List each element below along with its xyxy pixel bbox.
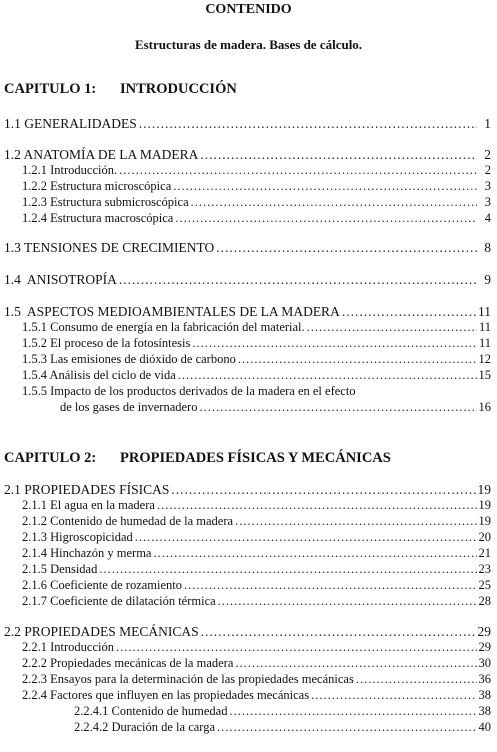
toc-entry[interactable] bbox=[22, 530, 491, 545]
dot-leader bbox=[201, 624, 476, 640]
dot-leader bbox=[235, 514, 476, 529]
toc-entry-page: 25 bbox=[478, 578, 491, 592]
toc-entry[interactable] bbox=[22, 498, 491, 513]
toc-entry-page: 20 bbox=[478, 530, 491, 544]
toc-entry-text: 1.2.1 Introducción. bbox=[22, 163, 118, 177]
toc-entry-text: 2.1 PROPIEDADES FÍSICAS bbox=[4, 482, 170, 497]
toc-entry[interactable] bbox=[22, 163, 491, 178]
toc-entry-text: 2.1.1 El agua en la madera bbox=[22, 498, 155, 512]
chapter-2-title: PROPIEDADES FÍSICAS Y MECÁNICAS bbox=[120, 450, 391, 466]
toc-entry-text: 2.1.3 Higroscopicidad bbox=[22, 530, 133, 544]
toc-entry[interactable] bbox=[4, 624, 491, 640]
dot-leader bbox=[217, 720, 476, 735]
toc-entry-page: 23 bbox=[478, 562, 491, 576]
toc-entry-page: 28 bbox=[478, 594, 491, 608]
dot-leader bbox=[173, 179, 477, 194]
dot-leader bbox=[116, 640, 477, 655]
dot-leader bbox=[157, 498, 477, 513]
dot-leader bbox=[171, 482, 475, 498]
toc-entry-page: 19 bbox=[478, 498, 491, 512]
dot-leader bbox=[192, 336, 477, 351]
toc-entry-text: 2.1.4 Hinchazón y merma bbox=[22, 546, 152, 560]
toc-entry-page: 1 bbox=[484, 116, 491, 131]
toc-entry[interactable] bbox=[22, 672, 491, 687]
toc-entry-text: 1.5.2 El proceso de la fotosíntesis bbox=[22, 336, 191, 350]
toc-entry-text: 2.2.1 Introducción bbox=[22, 640, 114, 654]
toc-entry-text: 1.5.3 Las emisiones de dióxido de carbono bbox=[22, 352, 236, 366]
toc-entry-text: 1.5 ASPECTOS MEDIOAMBIENTALES DE LA MADERA bbox=[4, 304, 340, 319]
dot-leader bbox=[191, 195, 477, 210]
toc-entry[interactable] bbox=[22, 195, 491, 210]
toc-entry-text: 1.5.4 Análisis del ciclo de vida bbox=[22, 368, 176, 382]
toc-entry[interactable] bbox=[22, 656, 491, 671]
toc-entry[interactable] bbox=[22, 562, 491, 577]
toc-entry-text: 2.1.5 Densidad bbox=[22, 562, 98, 576]
toc-entry-text: 2.2.4 Factores que influyen en las propiedades mecánicas bbox=[22, 688, 310, 702]
toc-entry-text: 2.2.2 Propiedades mecánicas de la madera bbox=[22, 656, 234, 670]
toc-entry-text: 2.2.3 Ensayos para la determinación de las propiedades mecánicas bbox=[22, 672, 354, 686]
toc-entry-text: 1.3 TENSIONES DE CRECIMIENTO bbox=[4, 240, 215, 255]
toc-entry[interactable] bbox=[22, 211, 491, 226]
toc-entry-text: 2.1.6 Coeficiente de rozamiento bbox=[22, 578, 183, 592]
dot-leader bbox=[153, 546, 476, 561]
book-subtitle: Estructuras de madera. Bases de cálculo. bbox=[134, 37, 363, 52]
toc-entry[interactable] bbox=[22, 179, 491, 194]
toc-entry-text: 1.5.5 Impacto de los productos derivados de la madera en el efecto bbox=[22, 384, 356, 398]
toc-entry-text: 1.2.2 Estructura microscópica bbox=[22, 179, 172, 193]
toc-entry-page: 4 bbox=[484, 211, 491, 225]
dot-leader bbox=[178, 368, 477, 383]
chapter-1-label: CAPITULO 1: bbox=[4, 81, 97, 97]
dot-leader bbox=[119, 272, 477, 288]
chapter-1-title: INTRODUCCIÓN bbox=[120, 81, 237, 97]
toc-entry[interactable] bbox=[22, 640, 491, 655]
toc-entry-page: 19 bbox=[477, 482, 491, 497]
toc-entry-page: 3 bbox=[484, 179, 491, 193]
toc-entry-page: 38 bbox=[478, 704, 491, 718]
toc-entry-page: 29 bbox=[477, 624, 491, 639]
toc-entry[interactable] bbox=[4, 116, 491, 132]
toc-entry-text: 2.1.2 Contenido de humedad de la madera bbox=[22, 514, 234, 528]
toc-entry-page: 30 bbox=[478, 656, 491, 670]
toc-entry-text: 1.5.1 Consumo de energía en la fabricación del material. bbox=[22, 320, 305, 334]
toc-entry[interactable] bbox=[22, 368, 491, 383]
toc-entry[interactable] bbox=[74, 704, 491, 719]
toc-entry-page: 11 bbox=[478, 304, 491, 319]
toc-entry-page: 19 bbox=[478, 514, 491, 528]
dot-leader bbox=[238, 352, 477, 367]
toc-entry-page: 2 bbox=[484, 163, 491, 177]
toc-entry-page: 3 bbox=[484, 195, 491, 209]
toc-entry-page: 38 bbox=[478, 688, 491, 702]
dot-leader bbox=[200, 147, 477, 163]
toc-entry[interactable] bbox=[4, 240, 491, 256]
toc-entry-page: 29 bbox=[478, 640, 491, 654]
toc-entry-page: 21 bbox=[478, 546, 491, 560]
toc-entry[interactable] bbox=[22, 514, 491, 529]
dot-leader bbox=[342, 304, 476, 320]
toc-entry[interactable] bbox=[4, 304, 491, 320]
toc-entry[interactable] bbox=[22, 352, 491, 367]
dot-leader bbox=[119, 163, 477, 178]
toc-entry[interactable] bbox=[4, 147, 491, 163]
toc-entry[interactable] bbox=[22, 594, 491, 609]
toc-entry[interactable] bbox=[22, 578, 491, 593]
toc-entry-page: 2 bbox=[484, 147, 491, 162]
toc-entry-page: 9 bbox=[484, 272, 491, 287]
toc-entry-text: 2.2 PROPIEDADES MECÁNICAS bbox=[4, 624, 199, 639]
dot-leader bbox=[235, 656, 476, 671]
dot-leader bbox=[139, 116, 477, 132]
toc-entry[interactable] bbox=[4, 272, 491, 288]
toc-entry-page: 8 bbox=[484, 240, 491, 255]
dot-leader bbox=[356, 672, 477, 687]
toc-entry-page: 15 bbox=[478, 368, 491, 382]
toc-entry-text: 2.1.7 Coeficiente de dilatación térmica bbox=[22, 594, 216, 608]
toc-entry-text: 2.2.4.2 Duración de la carga bbox=[74, 720, 216, 734]
toc-entry-text: 2.2.4.1 Contenido de humedad bbox=[74, 704, 228, 718]
toc-entry-text: 1.2 ANATOMÍA DE LA MADERA bbox=[4, 147, 199, 162]
toc-entry-text: 1.2.3 Estructura submicroscópica bbox=[22, 195, 189, 209]
dot-leader bbox=[216, 240, 477, 256]
dot-leader bbox=[99, 562, 476, 577]
dot-leader bbox=[199, 400, 476, 415]
toc-entry[interactable] bbox=[4, 482, 491, 498]
chapter-2-label: CAPITULO 2: bbox=[4, 450, 97, 466]
toc-entry-text: 1.1 GENERALIDADES bbox=[4, 116, 137, 131]
dot-leader bbox=[184, 578, 476, 593]
toc-entry[interactable] bbox=[22, 688, 491, 703]
page-title: CONTENIDO bbox=[205, 2, 292, 17]
toc-entry[interactable] bbox=[60, 400, 491, 415]
toc-entry[interactable] bbox=[22, 320, 491, 335]
dot-leader bbox=[307, 320, 477, 335]
toc-entry-page: 12 bbox=[478, 352, 491, 366]
dot-leader bbox=[229, 704, 476, 719]
dot-leader bbox=[175, 211, 477, 226]
dot-leader bbox=[135, 530, 477, 545]
toc-entry-page: 40 bbox=[478, 720, 491, 734]
toc-entry[interactable] bbox=[22, 546, 491, 561]
toc-entry[interactable] bbox=[22, 336, 491, 351]
toc-entry-page: 11 bbox=[478, 320, 491, 334]
dot-leader bbox=[218, 594, 477, 609]
toc-entry[interactable] bbox=[74, 720, 491, 735]
toc-entry-page: 16 bbox=[478, 400, 491, 414]
toc-entry-text: 1.4 ANISOTROPÍA bbox=[4, 272, 117, 287]
dot-leader bbox=[311, 688, 476, 703]
toc-entry-text: de los gases de invernadero bbox=[60, 400, 198, 414]
toc-entry-text: 1.2.4 Estructura macroscópica bbox=[22, 211, 174, 225]
toc-entry-page: 11 bbox=[478, 336, 491, 350]
toc-entry-page: 36 bbox=[478, 672, 491, 686]
